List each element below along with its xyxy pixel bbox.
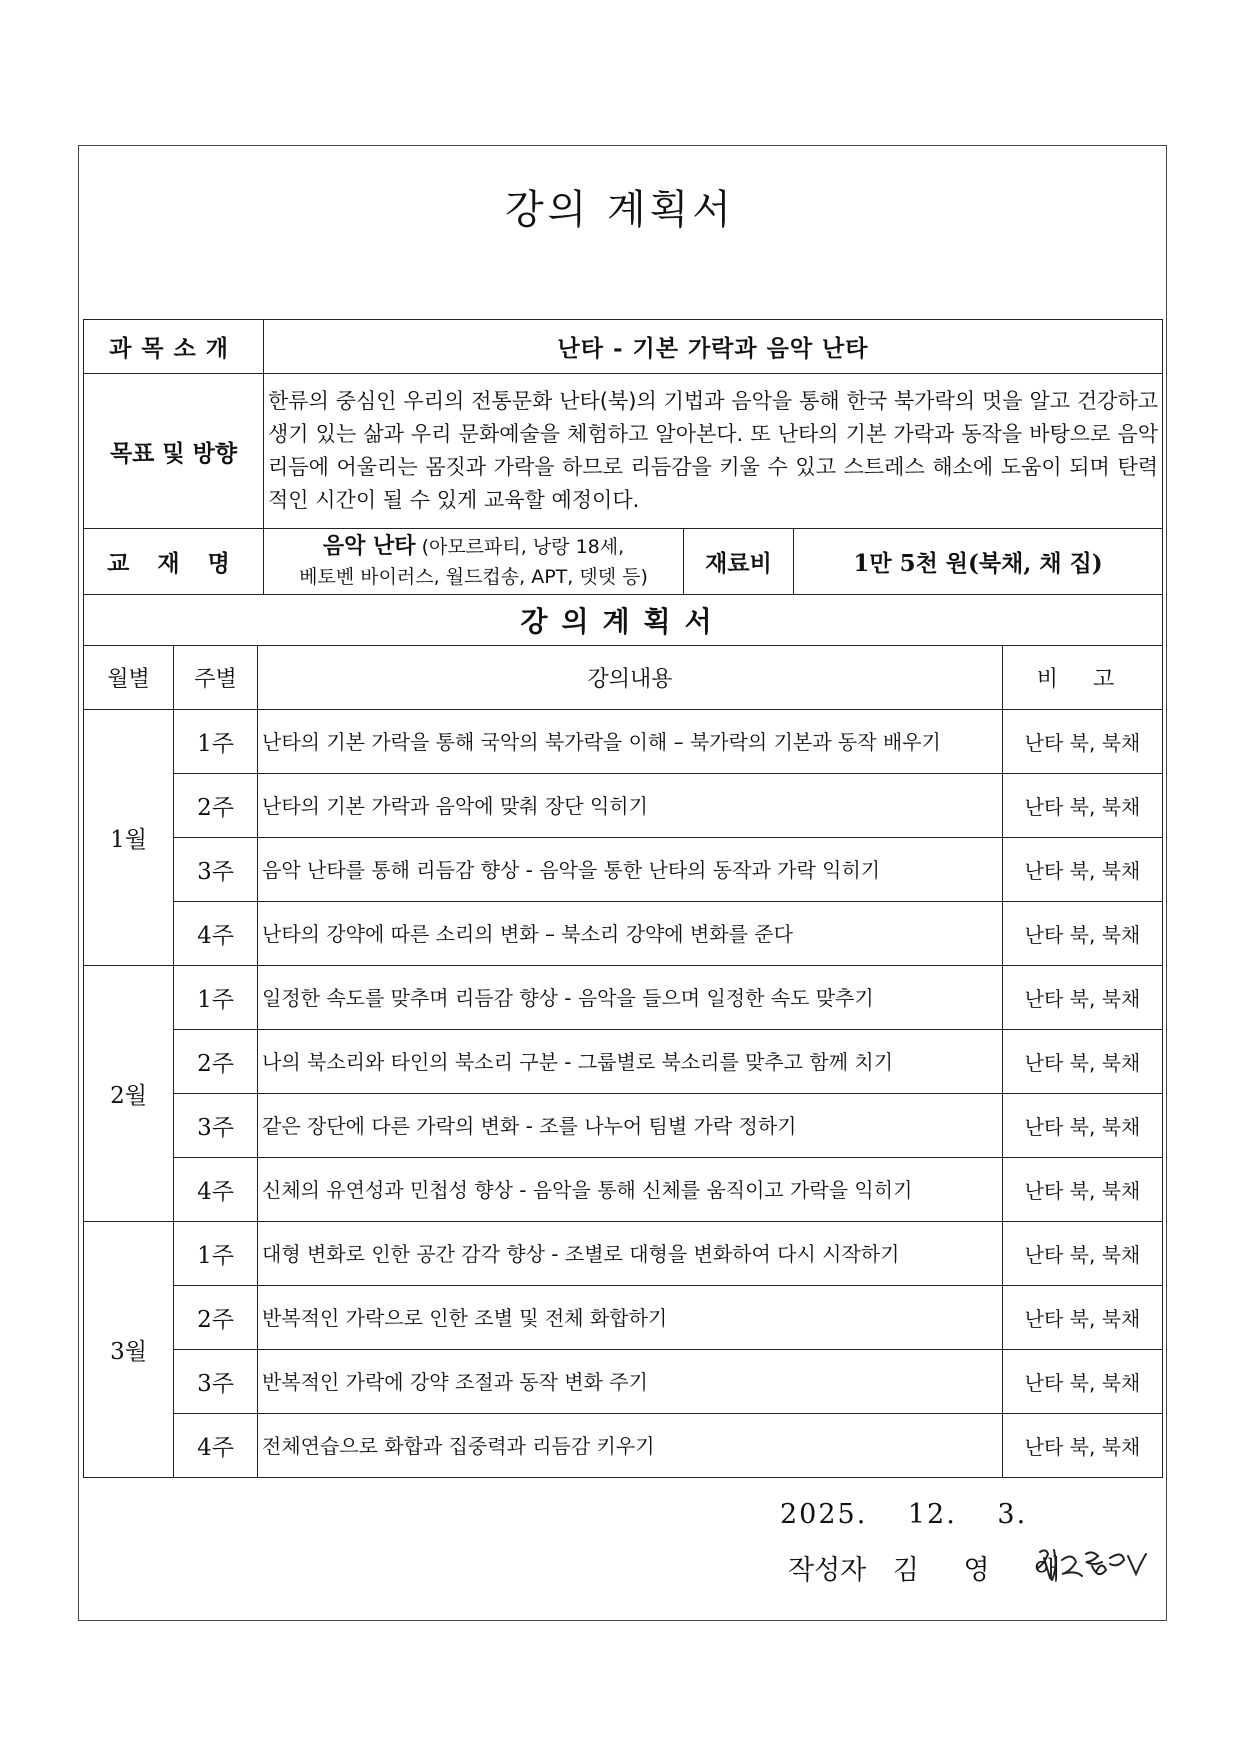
week-cell: 1주 xyxy=(174,966,258,1030)
subject-label: 과목소개 xyxy=(84,320,264,374)
table-row xyxy=(84,838,1163,902)
plan-section-title: 강의계획서 xyxy=(84,595,1163,646)
content-cell: 난타의 기본 가락과 음악에 맞춰 장단 익히기 xyxy=(258,774,1003,838)
document-date: 2025. 12. 3. xyxy=(780,1499,1028,1530)
note-cell: 난타 북, 북채 xyxy=(1003,1222,1163,1286)
table-row xyxy=(84,1094,1163,1158)
note-cell: 난타 북, 북채 xyxy=(1003,1094,1163,1158)
header-content: 강의내용 xyxy=(258,646,1003,710)
content-cell: 반복적인 가락으로 인한 조별 및 전체 화합하기 xyxy=(258,1286,1003,1350)
content-cell: 전체연습으로 화합과 집중력과 리듬감 키우기 xyxy=(258,1414,1003,1478)
week-cell: 1주 xyxy=(174,1222,258,1286)
note-cell: 난타 북, 북채 xyxy=(1003,1158,1163,1222)
handwritten-signature xyxy=(1032,1540,1152,1590)
week-cell: 4주 xyxy=(174,1158,258,1222)
table-row xyxy=(84,1030,1163,1094)
week-cell: 4주 xyxy=(174,902,258,966)
content-cell: 난타의 기본 가락을 통해 국악의 북가락을 이해 – 북가락의 기본과 동작 배우기 xyxy=(258,710,1003,774)
table-row xyxy=(84,1222,1163,1286)
book-songs-line2: 베토벤 바이러스, 월드컵송, APT, 뎃뎃 등) xyxy=(299,566,648,588)
header-week: 주별 xyxy=(174,646,258,710)
content-cell: 일정한 속도를 맞추며 리듬감 향상 - 음악을 들으며 일정한 속도 맞추기 xyxy=(258,966,1003,1030)
content-cell: 대형 변화로 인한 공간 감각 향상 - 조별로 대형을 변화하여 다시 시작하기 xyxy=(258,1222,1003,1286)
weekly-plan-table xyxy=(83,645,1163,1478)
note-cell: 난타 북, 북채 xyxy=(1003,1350,1163,1414)
table-row xyxy=(84,710,1163,774)
note-cell: 난타 북, 북채 xyxy=(1003,1286,1163,1350)
book-value xyxy=(264,529,684,595)
header-month: 월별 xyxy=(84,646,174,710)
table-row xyxy=(84,966,1163,1030)
note-cell: 난타 북, 북채 xyxy=(1003,710,1163,774)
fee-label: 재료비 xyxy=(684,529,794,595)
week-cell: 2주 xyxy=(174,774,258,838)
table-row xyxy=(84,1158,1163,1222)
content-cell: 음악 난타를 통해 리듬감 향상 - 음악을 통한 난타의 동작과 가락 익히기 xyxy=(258,838,1003,902)
goal-text: 한류의 중심인 우리의 전통문화 난타(북)의 기법과 음악을 통해 한국 북가락의 멋을 알고 건강하고 생기 있는 삶과 우리 문화예술을 체험하고 알아본다. 또 난타의 기본 가락과 동작을 바탕으로 음악 리듬에 어울리는 몸짓과 가락을 하므로 리듬감을 키울 수 있고 스트레스 해소에 도움이 되며 탄력적인 시간이 될 수 있게 교육할 예정이다. xyxy=(264,374,1163,529)
content-cell: 같은 장단에 다른 가락의 변화 - 조를 나누어 팀별 가락 정하기 xyxy=(258,1094,1003,1158)
subject-value: 난타 - 기본 가락과 음악 난타 xyxy=(264,320,1163,374)
week-cell: 4주 xyxy=(174,1414,258,1478)
note-cell: 난타 북, 북채 xyxy=(1003,902,1163,966)
course-info-table xyxy=(83,319,1163,646)
fee-value: 1만 5천 원(북채, 채 집) xyxy=(794,529,1163,595)
week-cell: 1주 xyxy=(174,710,258,774)
month-cell: 3월 xyxy=(84,1222,174,1478)
table-row xyxy=(84,774,1163,838)
table-row xyxy=(84,1350,1163,1414)
week-cell: 3주 xyxy=(174,1094,258,1158)
week-cell: 3주 xyxy=(174,1350,258,1414)
book-label: 교 재 명 xyxy=(84,529,264,595)
table-row xyxy=(84,1286,1163,1350)
note-cell: 난타 북, 북채 xyxy=(1003,966,1163,1030)
note-cell: 난타 북, 북채 xyxy=(1003,1414,1163,1478)
week-cell: 2주 xyxy=(174,1286,258,1350)
table-row xyxy=(84,1414,1163,1478)
content-cell: 난타의 강약에 따른 소리의 변화 – 북소리 강약에 변화를 준다 xyxy=(258,902,1003,966)
author-name: 김 영 애 xyxy=(892,1555,1079,1586)
note-cell: 난타 북, 북채 xyxy=(1003,1030,1163,1094)
content-cell: 신체의 유연성과 민첩성 향상 - 음악을 통해 신체를 움직이고 가락을 익히기 xyxy=(258,1158,1003,1222)
book-title: 음악 난타 xyxy=(322,533,416,559)
document-title: 강의 계획서 xyxy=(505,187,735,233)
header-note: 비 고 xyxy=(1003,646,1163,710)
content-cell: 반복적인 가락에 강약 조절과 동작 변화 주기 xyxy=(258,1350,1003,1414)
note-cell: 난타 북, 북채 xyxy=(1003,774,1163,838)
book-songs-line1: (아모르파티, 낭랑 18세, xyxy=(421,536,625,558)
week-cell: 2주 xyxy=(174,1030,258,1094)
month-cell: 2월 xyxy=(84,966,174,1222)
week-cell: 3주 xyxy=(174,838,258,902)
content-cell: 나의 북소리와 타인의 북소리 구분 - 그룹별로 북소리를 맞추고 함께 치기 xyxy=(258,1030,1003,1094)
month-cell: 1월 xyxy=(84,710,174,966)
table-row xyxy=(84,902,1163,966)
note-cell: 난타 북, 북채 xyxy=(1003,838,1163,902)
author-label: 작성자 xyxy=(788,1555,867,1586)
goal-label: 목표 및 방향 xyxy=(84,374,264,529)
